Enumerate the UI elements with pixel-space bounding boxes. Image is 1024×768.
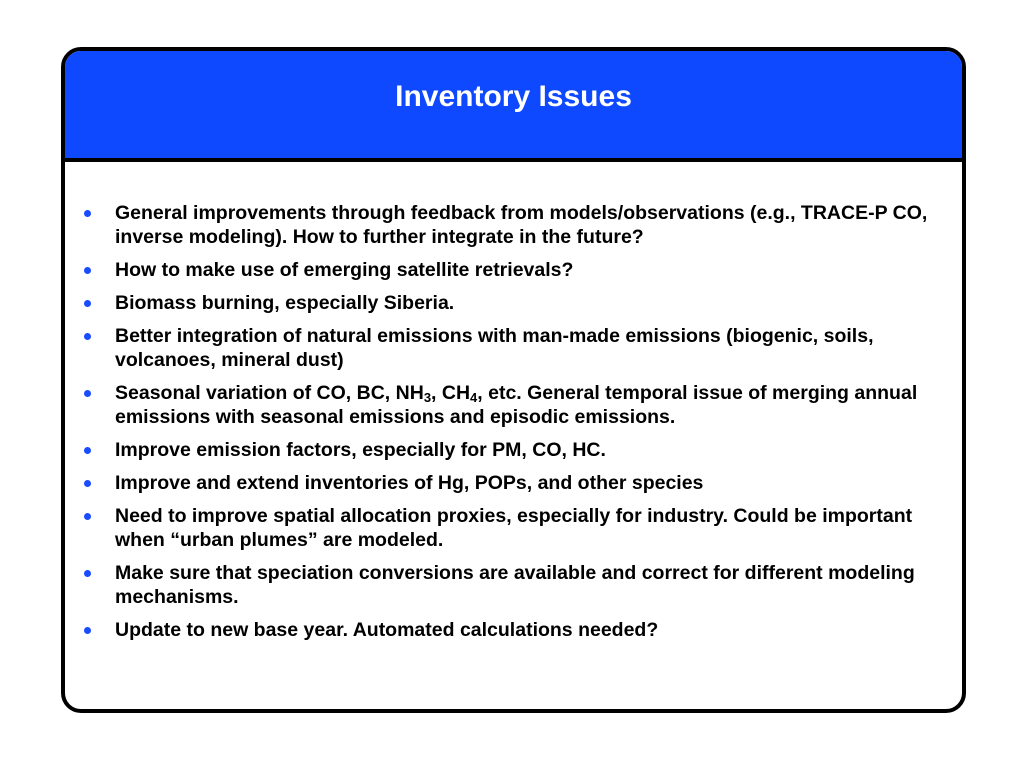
bullet-text-segment: , CH — [431, 382, 471, 404]
bullet-dot-icon — [84, 480, 91, 487]
title-bar — [65, 51, 962, 162]
bullet-text: Make sure that speciation conversions are available and correct for different modeling mechanisms. — [115, 562, 915, 608]
bullet-text: Improve and extend inventories of Hg, POPs, and other species — [115, 472, 704, 494]
bullet-item — [81, 324, 951, 372]
bullet-text-segment: Seasonal variation of CO, BC, NH — [115, 382, 424, 404]
bullet-dot-icon — [84, 333, 91, 340]
bullet-item — [81, 291, 951, 315]
bullet-item — [81, 381, 951, 429]
bullet-list — [81, 201, 951, 651]
bullet-item — [81, 561, 951, 609]
bullet-item — [81, 504, 951, 552]
bullet-dot-icon — [84, 570, 91, 577]
bullet-item — [81, 201, 951, 249]
slide-title: Inventory Issues — [395, 80, 632, 113]
bullet-text: Biomass burning, especially Siberia. — [115, 292, 455, 314]
bullet-text: Improve emission factors, especially for PM, CO, HC. — [115, 439, 606, 461]
bullet-dot-icon — [84, 300, 91, 307]
bullet-dot-icon — [84, 390, 91, 397]
bullet-dot-icon — [84, 513, 91, 520]
bullet-item — [81, 471, 951, 495]
slide-frame — [61, 47, 966, 713]
bullet-text: General improvements through feedback from models/observations (e.g., TRACE-P CO, inverse modeling). How to further integrate in the future? — [115, 202, 928, 248]
bullet-text: Update to new base year. Automated calculations needed? — [115, 619, 659, 641]
bullet-dot-icon — [84, 267, 91, 274]
bullet-text: Better integration of natural emissions with man-made emissions (biogenic, soils, volcanoes, mineral dust) — [115, 325, 874, 371]
bullet-dot-icon — [84, 627, 91, 634]
bullet-dot-icon — [84, 210, 91, 217]
bullet-item — [81, 258, 951, 282]
subscript: 4 — [470, 390, 478, 405]
bullet-item — [81, 618, 951, 642]
bullet-dot-icon — [84, 447, 91, 454]
bullet-item — [81, 438, 951, 462]
bullet-text-segment: , etc. General temporal issue of merging annual emissions with seasonal emissions and episodic emissions. — [115, 382, 918, 428]
subscript: 3 — [423, 390, 432, 405]
bullet-text: How to make use of emerging satellite retrievals? — [115, 259, 574, 281]
bullet-text: Need to improve spatial allocation proxies, especially for industry. Could be important when “urban plumes” are modeled. — [115, 505, 913, 551]
